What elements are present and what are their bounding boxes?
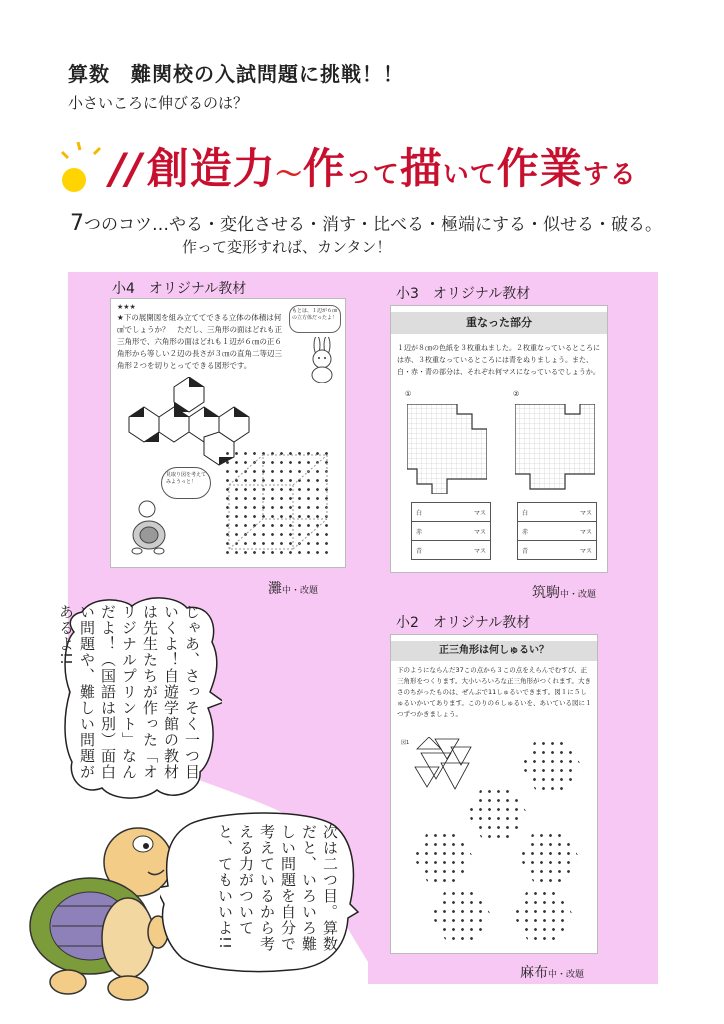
row-unit: マス bbox=[473, 547, 486, 555]
panel-c-heading: 正三角形は何しゅるい？ bbox=[391, 641, 597, 661]
overlap-figure-1 bbox=[407, 404, 487, 498]
answer-table-2 bbox=[517, 502, 597, 560]
overlap-figure-2 bbox=[515, 404, 595, 498]
panel-a-school bbox=[268, 578, 318, 598]
dot-grid-cube bbox=[223, 449, 333, 557]
tilde-mark: 〜 bbox=[275, 160, 303, 190]
row-unit: マス bbox=[473, 528, 486, 536]
panel-a-card bbox=[110, 298, 346, 568]
school-name: 灘 bbox=[268, 581, 282, 597]
row-unit: マス bbox=[579, 509, 592, 517]
panel-b-school bbox=[532, 582, 596, 602]
school-note: 中・改題 bbox=[282, 586, 319, 596]
row-label: 青 bbox=[416, 547, 423, 555]
dot-hexagon bbox=[513, 889, 573, 941]
panel-c-card bbox=[390, 634, 598, 954]
school-name: 麻布 bbox=[520, 965, 548, 981]
speech-text-bottom: 次は二つ目。算数だと、いろいろ難しい問題を自分で考えているから考える力がついてと、てもいいよ!! bbox=[216, 824, 339, 952]
dot-hexagon bbox=[413, 831, 473, 883]
school-note: 中・改題 bbox=[548, 970, 585, 980]
figure-2-label: ② bbox=[513, 390, 520, 398]
speech-text-top: じゃあ、さっそく一つ目いくよ！自遊学館の教材は先生たちが作った「オリジナルプリント」なんだよ！（国語は別）面白い問題や、難しい問題があるよ!! bbox=[57, 604, 201, 780]
figure-label: 図1 bbox=[401, 740, 410, 746]
answer-row bbox=[412, 522, 490, 541]
row-unit: マス bbox=[473, 509, 486, 517]
page-subtitle: 小さいころに伸びるのは？ bbox=[68, 94, 249, 112]
rabbit-speech-bubble: もとは、１辺が６㎝の立方体だったよ！ bbox=[289, 305, 341, 333]
turtle-thought-bubble: 見取り図を考えてみようっと！ bbox=[161, 467, 211, 499]
headline-word: 作 bbox=[302, 144, 346, 193]
school-note: 中・改題 bbox=[560, 590, 597, 600]
answer-table-1 bbox=[411, 502, 491, 560]
headline bbox=[110, 136, 637, 196]
school-name: 筑駒 bbox=[532, 585, 560, 601]
answer-row bbox=[518, 522, 596, 541]
panel-b-label: 小3 オリジナル教材 bbox=[396, 286, 531, 302]
figure-1-label: ① bbox=[405, 390, 412, 398]
headline-main: 創造力 bbox=[146, 144, 276, 193]
answer-row bbox=[412, 503, 490, 522]
headline-word: 作業 bbox=[496, 144, 583, 193]
tips-number: 7 bbox=[70, 211, 84, 236]
panel-c-school bbox=[520, 962, 584, 982]
answer-row bbox=[518, 503, 596, 522]
problem-text: ★下の展開図を組み立ててできる立体の体積は何㎤でしょうか？ ただし、三角形の面はどれも正三角形で、六角形の面はどれも１辺が６㎝の正６角形から等しい２辺の長さが３㎝の直角二等辺三角形２つを切りとってできる図形です。 bbox=[117, 313, 282, 370]
tips-text: つのコツ…やる・変化させる・消す・比べる・極端にする・似せる・破る。 bbox=[84, 215, 662, 235]
row-label: 赤 bbox=[416, 528, 423, 536]
panel-c-label: 小2 オリジナル教材 bbox=[396, 615, 531, 631]
headline-word: いて bbox=[442, 160, 497, 190]
dot-hexagon bbox=[519, 831, 579, 883]
problem-text: 下のようにならんだ37この点から３この点をえらんでむすび、正三角形をつくります。大小いろいろな正三角形がつくれます。大きさのちがったものは、ぜんぶで11しゅるいできます。図１に５しゅるいかいてあります。このりの６しゅるいを、あいている図に１つずつかきましょう。 bbox=[397, 666, 592, 718]
problem-text: １辺が８㎝の色紙を３枚重ねました。２枚重なっているところには赤、３枚重なっているところには青をぬりましょう。また、白・赤・青の部分は、それぞれ何マスになっているでしょうか。 bbox=[397, 344, 600, 376]
row-label: 赤 bbox=[522, 528, 529, 536]
panel-a-label: 小4 オリジナル教材 bbox=[112, 281, 247, 297]
difficulty-stars: ★★★ bbox=[117, 303, 136, 311]
tips-line bbox=[70, 210, 662, 236]
page-title: 算数 難関校の入試問題に挑戦！！ bbox=[68, 62, 404, 86]
headline-word: する bbox=[582, 160, 637, 190]
row-label: 白 bbox=[522, 509, 529, 517]
row-unit: マス bbox=[579, 528, 592, 536]
row-label: 青 bbox=[522, 547, 529, 555]
double-slash-icon: // bbox=[110, 144, 143, 193]
turtle-small-illustration bbox=[125, 499, 175, 561]
panel-b-card bbox=[390, 305, 608, 573]
rabbit-illustration bbox=[305, 337, 339, 387]
dot-hexagon bbox=[431, 889, 491, 941]
panel-b-heading: 重なった部分 bbox=[391, 312, 607, 334]
headline-word: って bbox=[345, 160, 400, 190]
row-unit: マス bbox=[579, 547, 592, 555]
answer-row bbox=[412, 541, 490, 559]
row-label: 白 bbox=[416, 509, 423, 517]
answer-row bbox=[518, 541, 596, 559]
tips-line-2: 作って変形すれば、カンタン！ bbox=[182, 238, 392, 256]
lightbulb-icon bbox=[60, 142, 116, 198]
dot-hexagon bbox=[521, 739, 581, 791]
hexagon-triangles-figure bbox=[411, 737, 481, 797]
headline-word: 描 bbox=[399, 144, 443, 193]
